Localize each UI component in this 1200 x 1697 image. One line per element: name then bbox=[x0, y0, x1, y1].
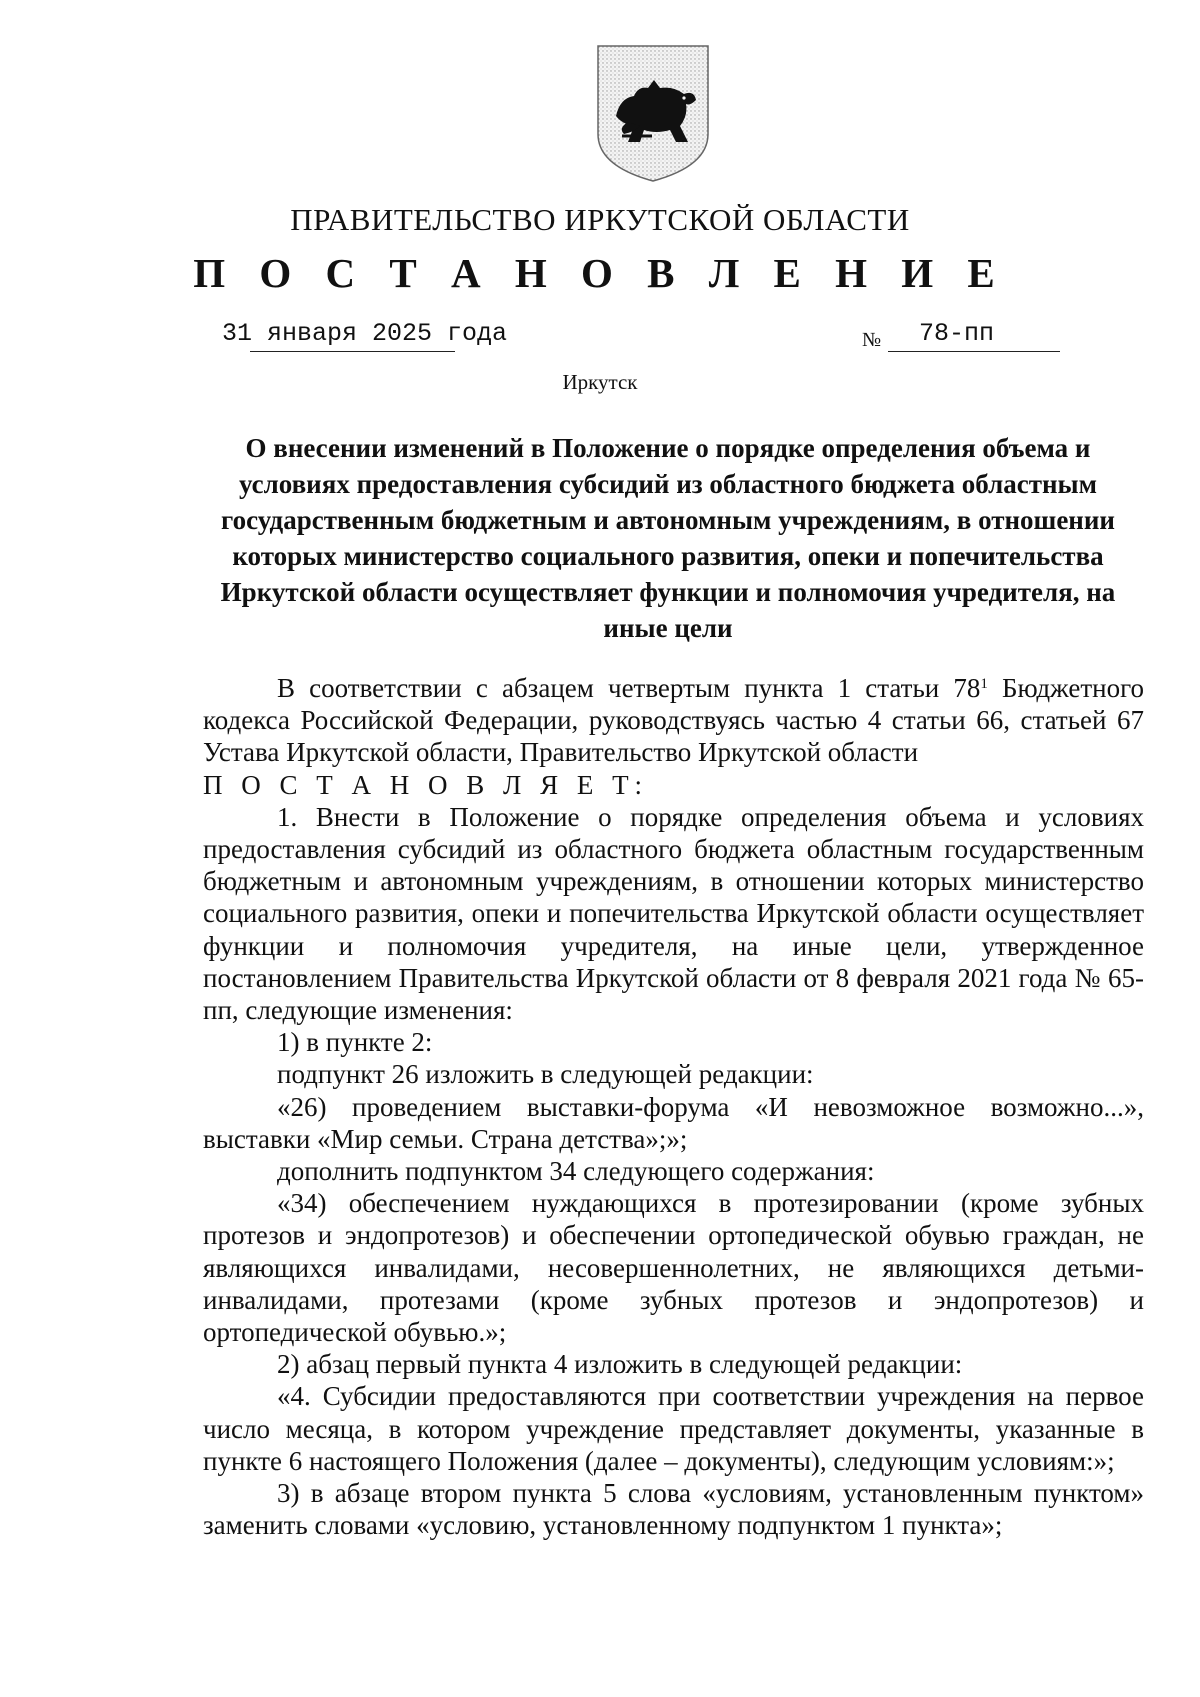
city-name: Иркутск bbox=[562, 370, 638, 394]
body-paragraph: «34) обеспечением нуждающихся в протезировании (кроме зубных протезов и эндопротезов) и обеспечении ортопедической обувью граждан, не являющихся инвалидами, несовершеннолетних, не являющихся детьми-инвалидами, протезами (кроме зубных протезов и эндопротезов) и ортопедической обувью.»; bbox=[203, 1188, 1144, 1348]
body-paragraph: 2) абзац первый пункта 4 изложить в следующей редакции: bbox=[277, 1349, 963, 1380]
coat-of-arms-icon bbox=[594, 42, 712, 184]
preamble-paragraph: В соответствии с абзацем четвертым пункта 1 статьи $78^1$ Бюджетного кодекса Российской Федерации, руководствуясь частью 4 статьи 66, статьей 67 Устава Иркутской области, Правительство Иркутской области bbox=[203, 673, 1144, 768]
document-type-heading: П О С Т А Н О В Л Е Н И Е bbox=[193, 250, 1007, 296]
body-paragraph: дополнить подпунктом 34 следующего содержания: bbox=[277, 1156, 875, 1187]
number-sign: № bbox=[862, 329, 882, 351]
title-line: условиях предоставления субсидий из областного бюджета областным bbox=[238, 469, 1098, 499]
body-paragraph: 3) в абзаце втором пункта 5 слова «условиям, установленным пунктом» заменить словами «условию, установленному подпунктом 1 пункта»; bbox=[203, 1478, 1144, 1541]
document-number: 78-пп bbox=[919, 319, 995, 348]
body-paragraph: 1. Внести в Положение о порядке определения объема и условиях предоставления субсидий из областного бюджета областным государственным бюджетным и автономным учреждениям, в отношении которых министерство социального развития, опеки и попечительства Иркутской области осуществляет функции и полномочия учредителя, на иные цели, утвержденное постановлением Правительства Иркутской области от 8 февраля 2021 года № 65-пп, следующие изменения: bbox=[203, 801, 1144, 1026]
title-line: государственным бюджетным и автономным учреждениям, в отношении bbox=[221, 505, 1115, 535]
body-paragraph: подпункт 26 изложить в следующей редакции: bbox=[277, 1059, 814, 1090]
date-underline bbox=[250, 351, 455, 352]
superscript: 1 bbox=[980, 676, 988, 692]
title-line: О внесении изменений в Положение о порядке определения объема и bbox=[245, 433, 1091, 463]
resolves-paragraph: П О С Т А Н О В Л Я Е Т: bbox=[203, 769, 649, 800]
title-line: Иркутской области осуществляет функции и полномочия учредителя, на bbox=[220, 577, 1116, 607]
body-paragraph: 1) в пункте 2: bbox=[277, 1027, 433, 1058]
title-line: которых министерство социального развития, опеки и попечительства bbox=[232, 541, 1104, 571]
document-date: 31 января 2025 года bbox=[222, 319, 508, 348]
document-title bbox=[198, 430, 1138, 646]
body-paragraph: «26) проведением выставки-форума «И невозможное возможно...», выставки «Мир семьи. Страна детства»;»; bbox=[203, 1091, 1144, 1154]
title-line: иные цели bbox=[603, 613, 733, 643]
body-paragraph: «4. Субсидии предоставляются при соответствии учреждения на первое число месяца, в котором учреждение представляет документы, указанные в пункте 6 настоящего Положения (далее – документы), следующим условиям:»; bbox=[203, 1381, 1144, 1476]
government-name: ПРАВИТЕЛЬСТВО ИРКУТСКОЙ ОБЛАСТИ bbox=[290, 202, 910, 237]
number-underline bbox=[888, 351, 1060, 352]
document-body bbox=[203, 672, 1144, 1541]
